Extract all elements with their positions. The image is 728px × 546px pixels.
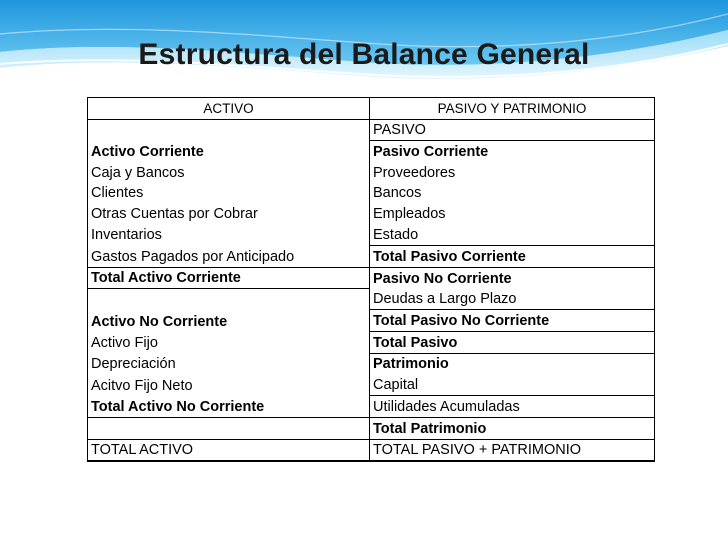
pasivo-cell: Patrimonio: [370, 353, 655, 374]
table-row: [88, 332, 655, 354]
table-row: [88, 439, 655, 461]
activo-cell: Depreciación: [88, 353, 370, 374]
activo-cell: Activo Fijo: [88, 332, 370, 354]
table-row: [88, 396, 655, 418]
table-row: [88, 162, 655, 183]
activo-cell: [88, 417, 370, 439]
balance-table: [87, 97, 655, 462]
activo-cell: [88, 119, 370, 141]
activo-cell: Gastos Pagados por Anticipado: [88, 245, 370, 267]
table-body: [88, 119, 655, 461]
pasivo-cell: Utilidades Acumuladas: [370, 396, 655, 418]
table-row: [88, 353, 655, 374]
pasivo-cell: Total Pasivo: [370, 332, 655, 354]
activo-cell: Activo Corriente: [88, 141, 370, 162]
pasivo-cell: Capital: [370, 374, 655, 395]
pasivo-cell: Proveedores: [370, 162, 655, 183]
activo-cell: Activo No Corriente: [88, 310, 370, 332]
activo-cell: Clientes: [88, 183, 370, 204]
table-row: [88, 203, 655, 224]
activo-cell: Total Activo No Corriente: [88, 396, 370, 418]
table-row: [88, 374, 655, 395]
table-row: [88, 141, 655, 162]
activo-cell: Total Activo Corriente: [88, 267, 370, 289]
pasivo-cell: Total Pasivo Corriente: [370, 245, 655, 267]
pasivo-cell: Total Pasivo No Corriente: [370, 310, 655, 332]
table-row: [88, 310, 655, 332]
table-row: [88, 245, 655, 267]
table-row: [88, 417, 655, 439]
header-activo: ACTIVO: [88, 98, 370, 120]
header-pasivo-patrimonio: PASIVO Y PATRIMONIO: [370, 98, 655, 120]
activo-cell: TOTAL ACTIVO: [88, 439, 370, 461]
pasivo-cell: Deudas a Largo Plazo: [370, 289, 655, 310]
activo-cell: Otras Cuentas por Cobrar: [88, 203, 370, 224]
pasivo-cell: PASIVO: [370, 119, 655, 141]
pasivo-cell: Empleados: [370, 203, 655, 224]
activo-cell: Acitvo Fijo Neto: [88, 374, 370, 395]
activo-cell: Caja y Bancos: [88, 162, 370, 183]
pasivo-cell: Pasivo No Corriente: [370, 267, 655, 289]
activo-cell: [88, 289, 370, 310]
pasivo-cell: TOTAL PASIVO + PATRIMONIO: [370, 439, 655, 461]
pasivo-cell: Bancos: [370, 183, 655, 204]
pasivo-cell: Total Patrimonio: [370, 417, 655, 439]
activo-cell: Inventarios: [88, 224, 370, 245]
table-row: [88, 267, 655, 289]
pasivo-cell: Estado: [370, 224, 655, 245]
table-row: [88, 289, 655, 310]
table-row: [88, 183, 655, 204]
page-title: Estructura del Balance General: [138, 38, 590, 71]
table-row: [88, 119, 655, 141]
table-header-row: [88, 98, 655, 120]
pasivo-cell: Pasivo Corriente: [370, 141, 655, 162]
table-row: [88, 224, 655, 245]
